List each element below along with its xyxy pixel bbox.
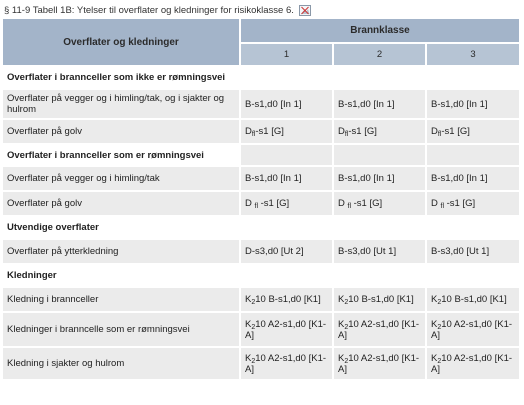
class-2-value: $K_210$ A2-s1,d0 [K1-A]: [334, 348, 427, 381]
section-empty-cell: [241, 265, 334, 288]
class-1-value: B-s1,d0 [In 1]: [241, 167, 334, 192]
table-row: [3, 167, 521, 192]
row-label: Overflater på golv: [3, 120, 241, 145]
fire-class-2-header: 2: [334, 44, 427, 67]
caption-text: § 11-9 Tabell 1B: Ytelser til overflater og kledninger for risikoklasse 6.: [4, 4, 294, 16]
section-empty-cell: [427, 67, 521, 90]
section-empty-cell: [427, 145, 521, 167]
row-label: Overflater på golv: [3, 192, 241, 217]
table-row: [3, 120, 521, 145]
class-3-value: D $_{fl}$ -s1 [G]: [427, 192, 521, 217]
class-3-value: $K_210$ B-s1,d0 [K1]: [427, 288, 521, 313]
class-3-value: $K_210$ A2-s1,d0 [K1-A]: [427, 313, 521, 348]
section-heading: Overflater i brannceller som er rømningsvei: [3, 145, 241, 167]
section-empty-cell: [334, 67, 427, 90]
class-1-value: D $_{fl}$ -s1 [G]: [241, 192, 334, 217]
section-empty-cell: [334, 265, 427, 288]
column-header-surfaces: Overflater og kledninger: [3, 19, 241, 67]
class-2-value: B-s1,d0 [In 1]: [334, 167, 427, 192]
section-row: [3, 145, 521, 167]
section-row: [3, 265, 521, 288]
class-1-value: $D_{fl}-s1$ [G]: [241, 120, 334, 145]
class-2-value: B-s1,d0 [In 1]: [334, 90, 427, 120]
table-row: [3, 240, 521, 265]
row-label: Overflater på vegger og i himling/tak: [3, 167, 241, 192]
section-empty-cell: [334, 217, 427, 240]
section-heading: Overflater i brannceller som ikke er rømningsvei: [3, 67, 241, 90]
fire-class-1-header: 1: [241, 44, 334, 67]
section-empty-cell: [427, 217, 521, 240]
performance-table: [3, 19, 521, 381]
class-3-value: B-s1,d0 [In 1]: [427, 167, 521, 192]
section-row: [3, 217, 521, 240]
section-row: [3, 67, 521, 90]
class-2-value: $D_{fl}-s1$ [G]: [334, 120, 427, 145]
row-label: Overflater på vegger og i himling/tak, og i sjakter og hulrom: [3, 90, 241, 120]
class-2-value: $K_210$ B-s1,d0 [K1]: [334, 288, 427, 313]
class-1-value: $K_210$ A2-s1,d0 [K1-A]: [241, 313, 334, 348]
class-3-value: B-s3,d0 [Ut 1]: [427, 240, 521, 265]
class-1-value: $K_210$ A2-s1,d0 [K1-A]: [241, 348, 334, 381]
column-group-fire-class: Brannklasse: [241, 19, 521, 44]
table-row: [3, 192, 521, 217]
class-1-value: $K_210$ B-s1,d0 [K1]: [241, 288, 334, 313]
class-3-value: $K_210$ A2-s1,d0 [K1-A]: [427, 348, 521, 381]
fire-class-3-header: 3: [427, 44, 521, 67]
class-3-value: $D_{fl}-s1$ [G]: [427, 120, 521, 145]
section-heading: Utvendige overflater: [3, 217, 241, 240]
section-empty-cell: [334, 145, 427, 167]
class-2-value: D $_{fl}$ -s1 [G]: [334, 192, 427, 217]
table-row: [3, 348, 521, 381]
class-1-value: B-s1,d0 [In 1]: [241, 90, 334, 120]
table-caption: [4, 3, 311, 17]
table-row: [3, 313, 521, 348]
class-2-value: $K_210$ A2-s1,d0 [K1-A]: [334, 313, 427, 348]
row-label: Kledning i sjakter og hulrom: [3, 348, 241, 381]
class-1-value: D-s3,d0 [Ut 2]: [241, 240, 334, 265]
table-row: [3, 288, 521, 313]
section-empty-cell: [427, 265, 521, 288]
section-empty-cell: [241, 67, 334, 90]
row-label: Overflater på ytterkledning: [3, 240, 241, 265]
broken-image-icon[interactable]: [299, 5, 311, 16]
section-heading: Kledninger: [3, 265, 241, 288]
section-empty-cell: [241, 145, 334, 167]
class-3-value: B-s1,d0 [In 1]: [427, 90, 521, 120]
class-2-value: B-s3,d0 [Ut 1]: [334, 240, 427, 265]
row-label: Kledninger i branncelle som er rømningsvei: [3, 313, 241, 348]
row-label: Kledning i brannceller: [3, 288, 241, 313]
table-row: [3, 90, 521, 120]
section-empty-cell: [241, 217, 334, 240]
